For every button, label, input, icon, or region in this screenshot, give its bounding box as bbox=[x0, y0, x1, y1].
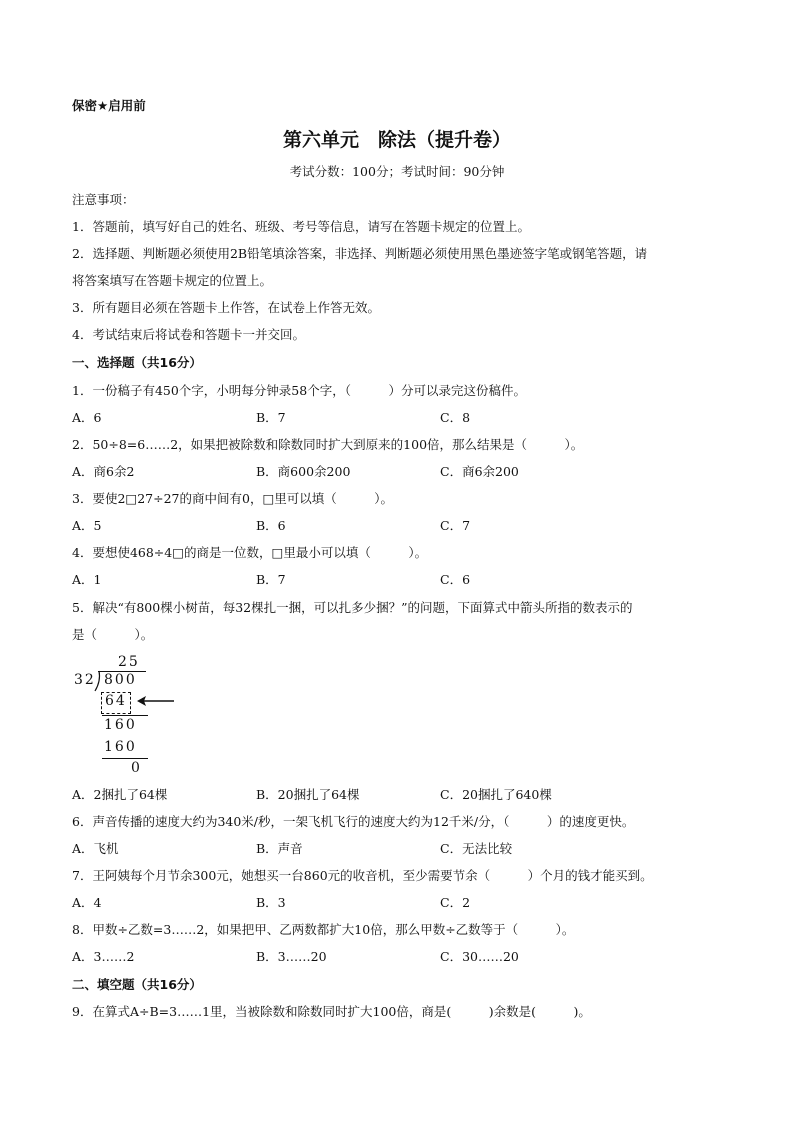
option-c[interactable]: C．商6余200 bbox=[440, 464, 519, 479]
option-c[interactable]: C．20捆扎了640棵 bbox=[440, 787, 552, 802]
note-item: 将答案填写在答题卡规定的位置上。 bbox=[72, 273, 273, 288]
question-stem: 2．50÷8=6……2，如果把被除数和除数同时扩大到原来的100倍，那么结果是（ ）。 bbox=[72, 437, 584, 452]
divisor: 32 bbox=[74, 672, 96, 688]
option-a[interactable]: A．2捆扎了64棵 bbox=[72, 787, 168, 802]
remainder-step: 160 bbox=[104, 717, 137, 733]
option-c[interactable]: C．6 bbox=[440, 572, 471, 587]
option-c[interactable]: C．8 bbox=[440, 410, 471, 425]
question-stem: 5．解决“有800棵小树苗，每32棵扎一捆，可以扎多少捆？”的问题，下面算式中箭头所指的数表示的 bbox=[72, 600, 633, 615]
secret-mark: 保密★启用前 bbox=[72, 98, 146, 113]
section-heading: 二、填空题（共16分） bbox=[72, 977, 202, 992]
option-a[interactable]: A．4 bbox=[72, 895, 102, 910]
question-stem: 7．王阿姨每个月节余300元，她想买一台860元的收音机，至少需要节余（ ）个月的钱才能买到。 bbox=[72, 868, 653, 883]
option-b[interactable]: B．3……20 bbox=[256, 949, 327, 964]
exam-info: 考试分数：100分；考试时间：90分钟 bbox=[289, 164, 505, 179]
option-b[interactable]: B．3 bbox=[256, 895, 286, 910]
page-title: 第六单元 除法（提升卷） bbox=[282, 129, 511, 151]
question-stem: 6．声音传播的速度大约为340米/秒，一架飞机飞行的速度大约为12千米/分，（ ）的速度更快。 bbox=[72, 814, 635, 829]
option-a[interactable]: A．5 bbox=[72, 518, 102, 533]
option-c[interactable]: C．7 bbox=[440, 518, 471, 533]
option-a[interactable]: A．飞机 bbox=[72, 841, 119, 856]
quotient: 25 bbox=[118, 654, 140, 670]
question-stem: 4．要想使468÷4□的商是一位数，□里最小可以填（ ）。 bbox=[72, 545, 428, 560]
note-item: 2．选择题、判断题必须使用2B铅笔填涂答案，非选择、判断题必须使用黑色墨迹签字笔或钢笔答题，请 bbox=[72, 246, 648, 261]
arrow-left-icon bbox=[136, 695, 176, 707]
subtraction-line bbox=[102, 715, 148, 716]
question-stem: 9．在算式A÷B=3……1里，当被除数和除数同时扩大100倍，商是( )余数是( )。 bbox=[72, 1004, 591, 1019]
note-item: 4．考试结束后将试卷和答题卡一并交回。 bbox=[72, 327, 305, 342]
option-a[interactable]: A．1 bbox=[72, 572, 102, 587]
option-a[interactable]: A．6 bbox=[72, 410, 102, 425]
option-b[interactable]: B．声音 bbox=[256, 841, 303, 856]
long-division-figure bbox=[72, 654, 192, 780]
option-c[interactable]: C．2 bbox=[440, 895, 471, 910]
option-c[interactable]: C．30……20 bbox=[440, 949, 519, 964]
partial-product: 160 bbox=[104, 739, 137, 755]
option-a[interactable]: A．3……2 bbox=[72, 949, 135, 964]
question-stem: 3．要使2□27÷27的商中间有0，□里可以填（ ）。 bbox=[72, 491, 394, 506]
notes-heading: 注意事项： bbox=[72, 192, 135, 207]
dividend: 800 bbox=[104, 672, 137, 688]
option-a[interactable]: A．商6余2 bbox=[72, 464, 135, 479]
option-b[interactable]: B．7 bbox=[256, 410, 286, 425]
option-b[interactable]: B．20捆扎了64棵 bbox=[256, 787, 360, 802]
final-remainder: 0 bbox=[131, 760, 142, 776]
subtraction-line bbox=[102, 758, 148, 759]
note-item: 3．所有题目必须在答题卡上作答，在试卷上作答无效。 bbox=[72, 300, 380, 315]
partial-product: 64 bbox=[105, 693, 127, 709]
question-stem: 8．甲数÷乙数=3……2，如果把甲、乙两数都扩大10倍，那么甲数÷乙数等于（ ）。 bbox=[72, 922, 575, 937]
option-b[interactable]: B．7 bbox=[256, 572, 286, 587]
note-item: 1．答题前，填写好自己的姓名、班级、考号等信息，请写在答题卡规定的位置上。 bbox=[72, 219, 530, 234]
option-b[interactable]: B．商600余200 bbox=[256, 464, 351, 479]
section-heading: 一、选择题（共16分） bbox=[72, 355, 202, 370]
question-stem-continued: 是（ ）。 bbox=[72, 627, 154, 642]
question-stem: 1．一份稿子有450个字，小明每分钟录58个字，（ ）分可以录完这份稿件。 bbox=[72, 383, 526, 398]
option-c[interactable]: C．无法比较 bbox=[440, 841, 513, 856]
option-b[interactable]: B．6 bbox=[256, 518, 286, 533]
